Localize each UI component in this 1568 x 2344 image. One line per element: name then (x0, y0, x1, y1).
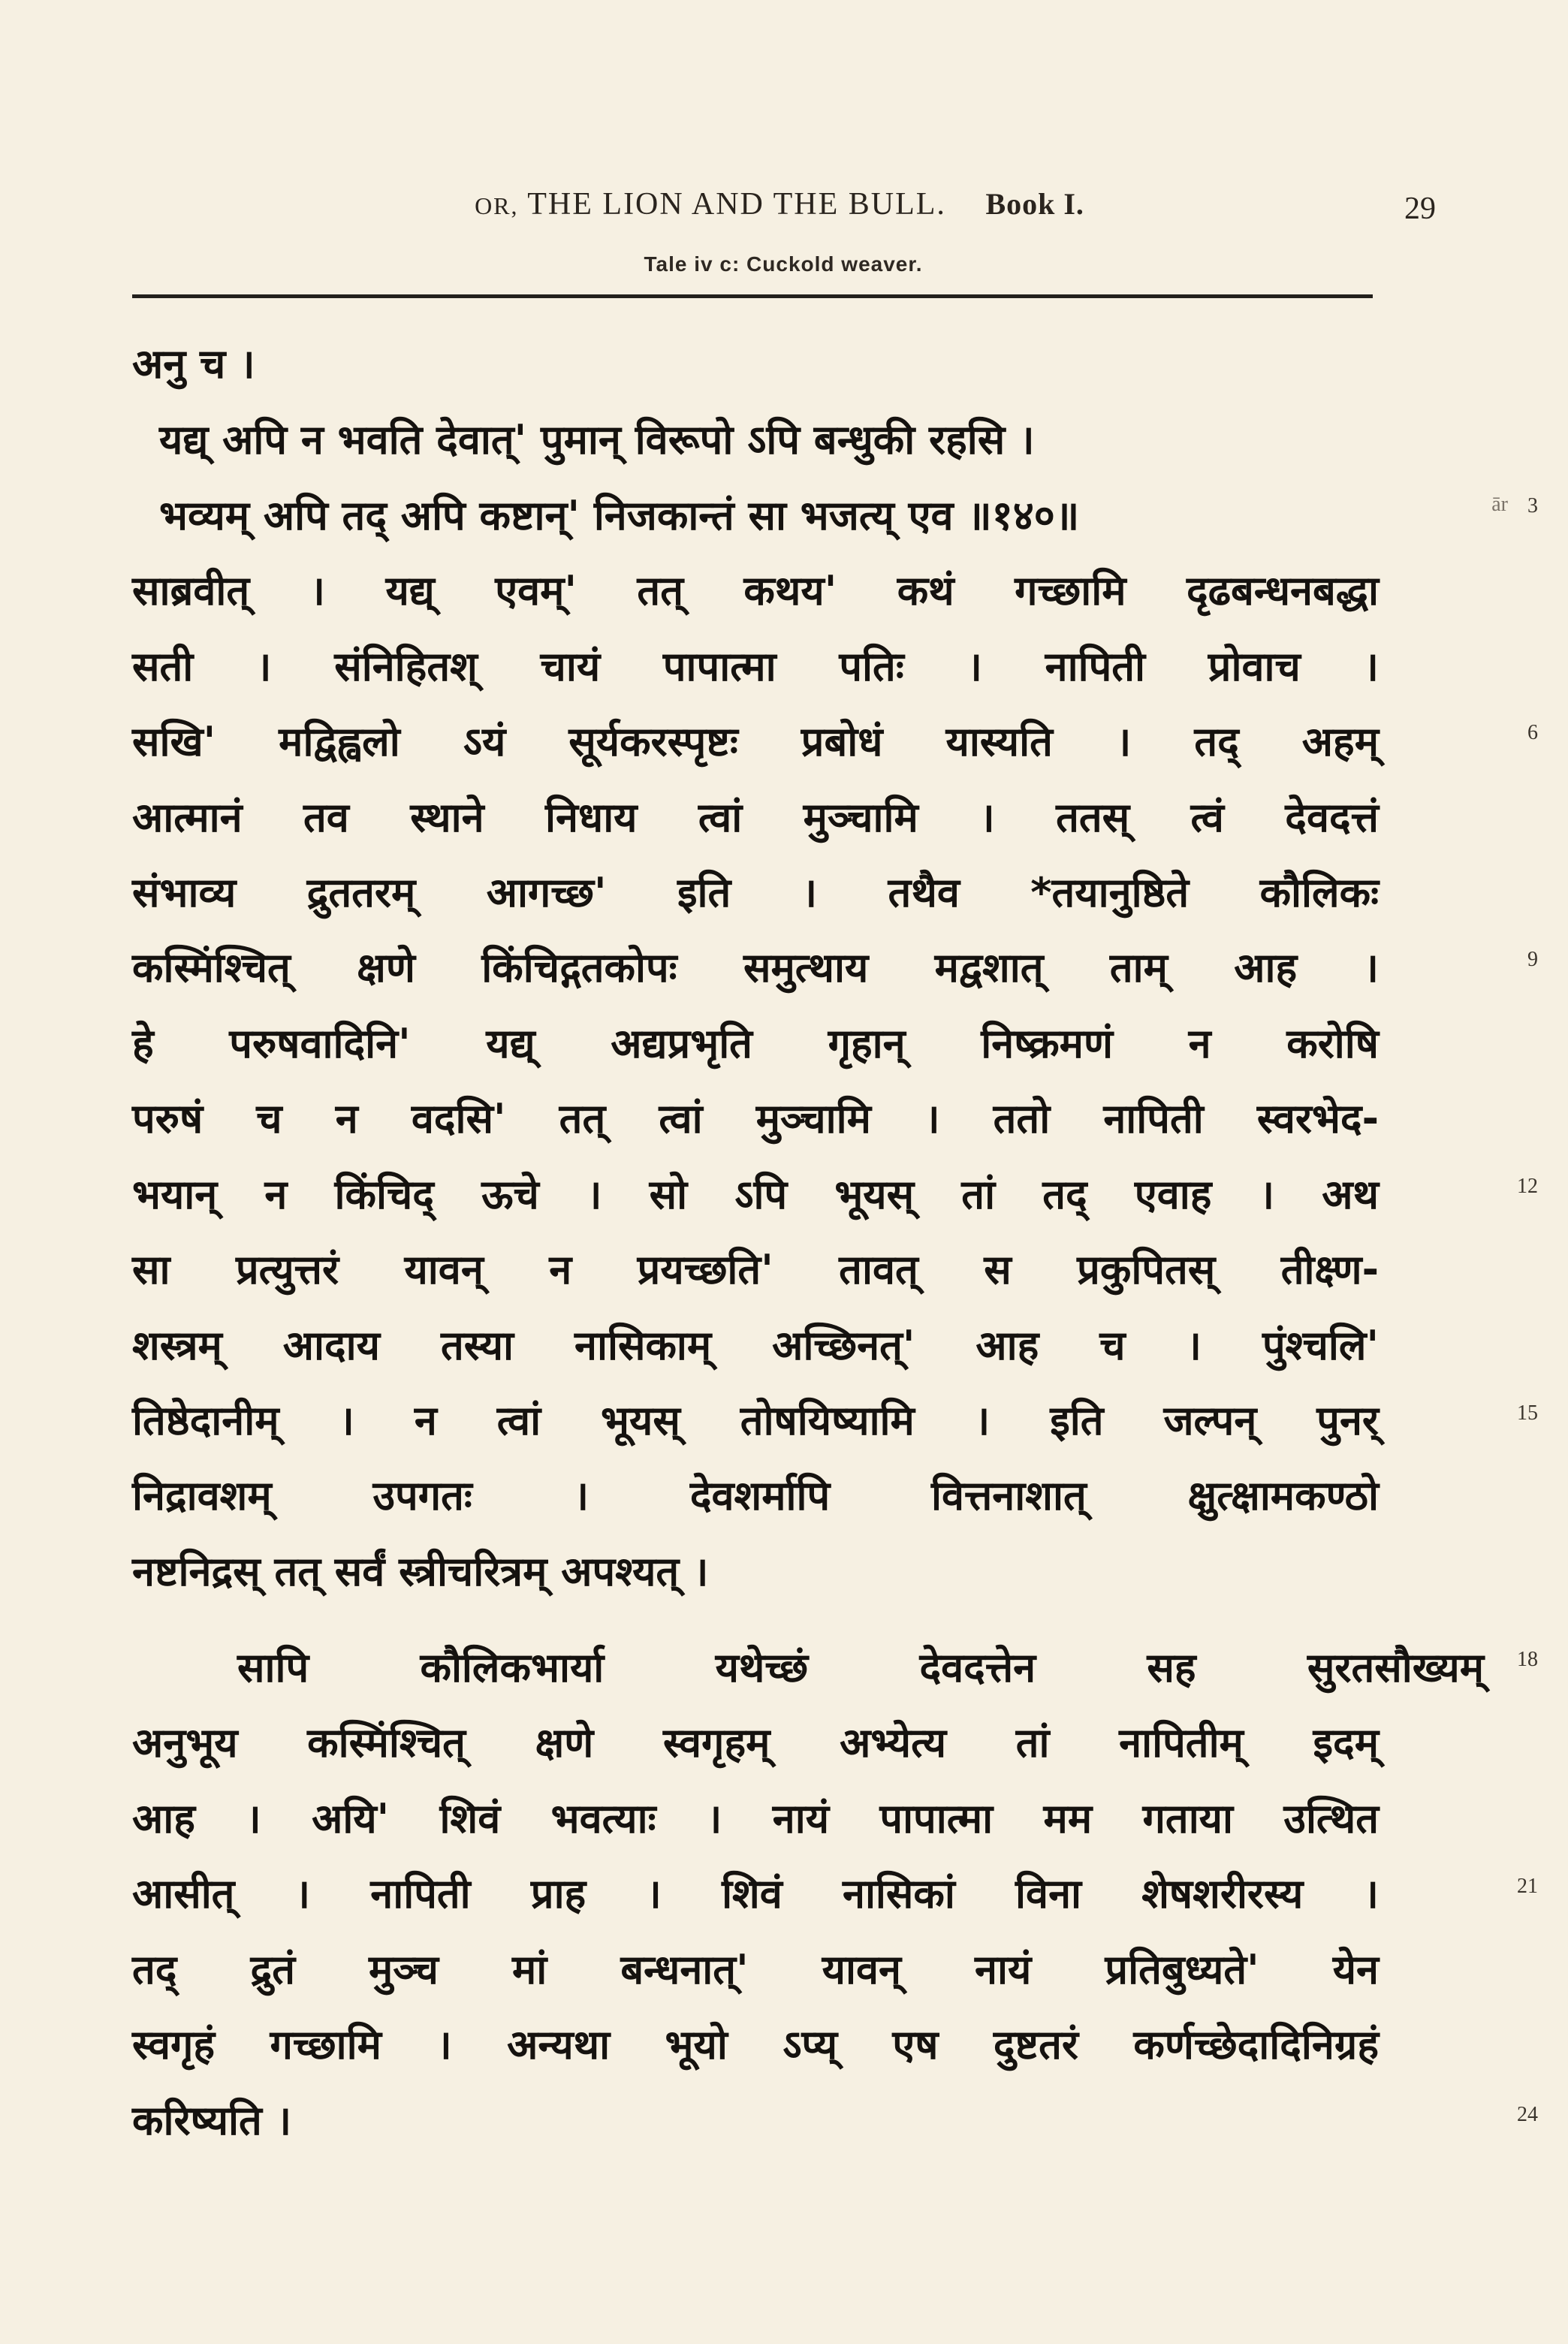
header-rule (132, 294, 1373, 298)
text-line: निद्रावशम् उपगतः । देवशर्मापि वित्तनाशात् क्षुत्क्षामकण्ठो (132, 1472, 1379, 1519)
tale-subhead: Tale iv c: Cuckold weaver. (644, 252, 923, 276)
paragraph-first-line: सापि कौलिकभार्या यथेच्छं देवदत्तेन सह सुरतसौख्यम् (237, 1644, 1484, 1691)
text-line: करिष्यति । (132, 2097, 292, 2144)
text-line: तिष्ठेदानीम् । न त्वां भूयस् तोषयिष्यामि । इति जल्पन् पुनर् (132, 1397, 1379, 1444)
line-number: 18 (1517, 1648, 1538, 1671)
running-head-title: THE LION AND THE BULL. (527, 187, 946, 222)
text-line: सती । संनिहितश् चायं पापात्मा पतिः । नापिती प्रोवाच । (132, 643, 1379, 690)
text-line: आसीत् । नापिती प्राह । शिवं नासिकां विना शेषशरीरस्य । (132, 1870, 1379, 1917)
text-line: परुषं च न वदसि' तत् त्वां मुञ्चामि । ततो नापिती स्वरभेद- (132, 1095, 1379, 1142)
line-number: 6 (1527, 721, 1538, 744)
verse-line: भव्यम् अपि तद् अपि कष्टान्' निजकान्तं सा भजत्य् एव ॥१४०॥ (159, 492, 1080, 539)
line-number: 12 (1517, 1175, 1538, 1198)
text-line: नष्टनिद्रस् तत् सर्वं स्त्रीचरित्रम् अपश्यत् । (132, 1548, 709, 1595)
text-line: भयान् न किंचिद् ऊचे । सो ऽपि भूयस् तां तद् एवाह । अथ (132, 1171, 1379, 1218)
text-line: साब्रवीत् । यद्य् एवम्' तत् कथय' कथं गच्छामि दृढबन्धनबद्धा (132, 567, 1379, 614)
line-number: 24 (1517, 2103, 1538, 2126)
text-line: अनुभूय कस्मिंश्चित् क्षणे स्वगृहम् अभ्येत्य तां नापितीम् इदम् (132, 1719, 1379, 1766)
page-number: 29 (1404, 192, 1436, 226)
text-line: तद् द्रुतं मुञ्च मां बन्धनात्' यावन् नायं प्रतिबुध्यते' येन (132, 1946, 1379, 1993)
text-line: आह । अयि' शिवं भवत्याः । नायं पापात्मा मम गताया उत्थित (132, 1795, 1379, 1842)
line-number: 15 (1517, 1401, 1538, 1425)
text-line: हे परुषवादिनि' यद्य् अद्यप्रभृति गृहान् निष्क्रमणं न करोषि (132, 1020, 1379, 1067)
line-number: 9 (1527, 948, 1538, 971)
text-line: शस्त्रम् आदाय तस्या नासिकाम् अच्छिनत्' आह च । पुंश्चलि' (132, 1322, 1379, 1369)
running-head-prefix: OR, (475, 192, 519, 219)
text-line: संभाव्य द्रुततरम् आगच्छ' इति । तथैव *तयानुष्ठिते कौलिकः (132, 869, 1379, 916)
text-line: कस्मिंश्चित् क्षणे किंचिद्गतकोपः समुत्थाय मद्वशात् ताम् आह । (132, 944, 1379, 991)
text-line: अनु च । (132, 340, 255, 388)
margin-note: ār (1491, 493, 1508, 516)
text-line: आत्मानं तव स्थाने निधाय त्वां मुञ्चामि । ततस् त्वं देवदत्तं (132, 794, 1379, 841)
line-number: 3 (1527, 494, 1538, 517)
text-line: स्वगृहं गच्छामि । अन्यथा भूयो ऽप्य् एष दुष्टतरं कर्णच्छेदादिनिग्रहं (132, 2021, 1379, 2068)
text-line: सा प्रत्युत्तरं यावन् न प्रयच्छति' तावत् स प्रकुपितस् तीक्ष्ण- (132, 1246, 1379, 1293)
line-number: 21 (1517, 1875, 1538, 1898)
verse-line: यद्य् अपि न भवति देवात्' पुमान् विरूपो ऽपि बन्धुकी रहसि । (159, 416, 1035, 463)
text-line: सखि' मद्विह्वलो ऽयं सूर्यकरस्पृष्टः प्रबोधं यास्यति । तद् अहम् (132, 718, 1379, 765)
running-head-book: Book I. (985, 187, 1084, 221)
running-head (366, 186, 1193, 222)
